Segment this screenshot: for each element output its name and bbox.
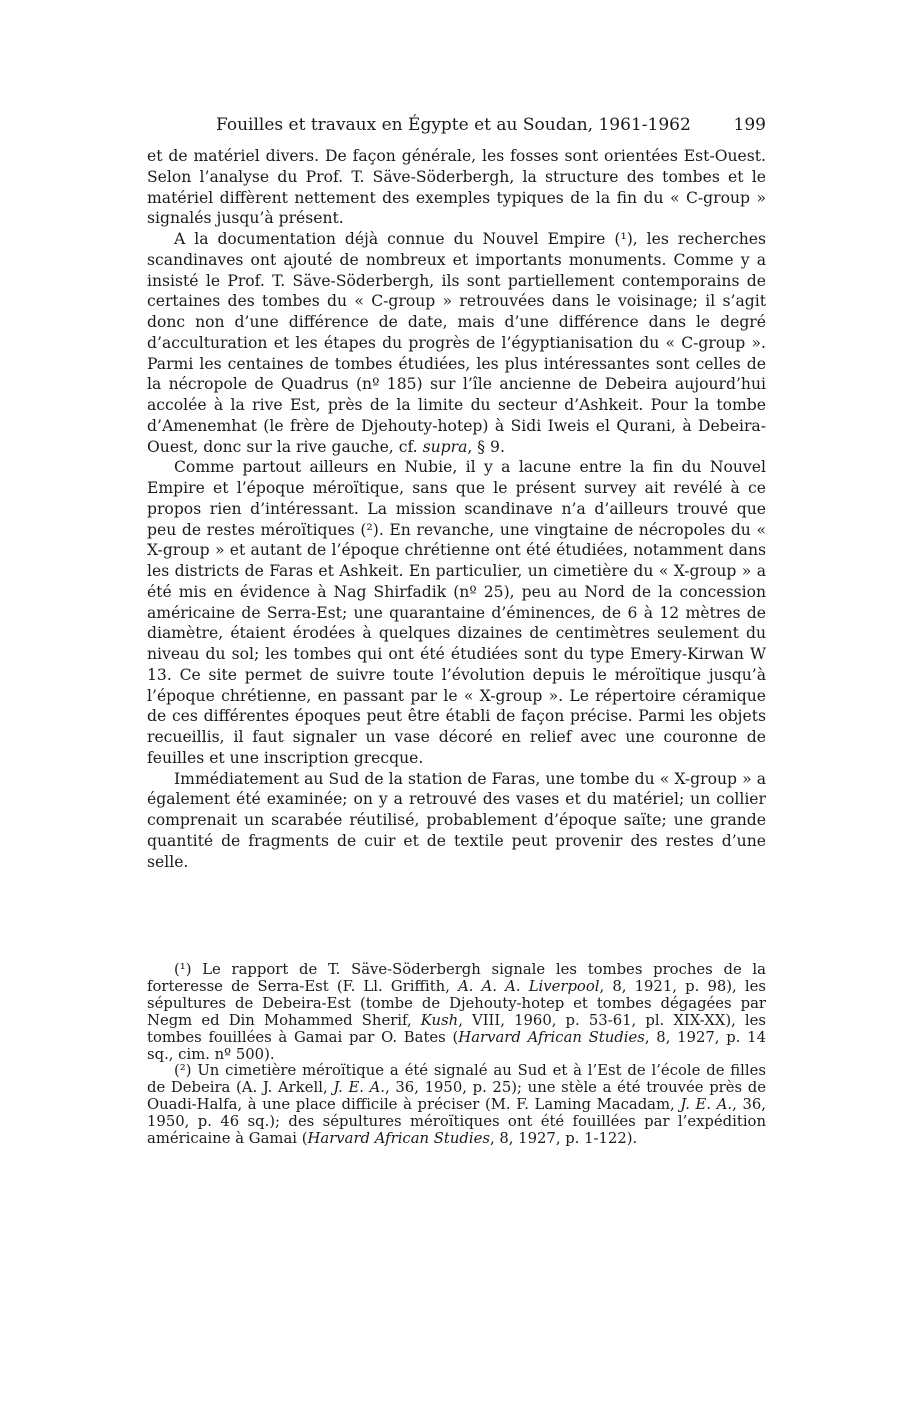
body-text xyxy=(147,146,766,872)
footnote: (²) Un cimetière méroïtique a été signalé au Sud et à l’Est de l’école de filles de Debeira (A. J. Arkell, J. E. A., 36, 1950, p. 25); une stèle a été trouvée près de Ouadi-Halfa, à une place difficile à préciser (M. F. Laming Macadam, J. E. A., 36, 1950, p. 46 sq.); des sépultures méroïtiques ont été fouillées par l’expédition américaine à Gamai (Harvard African Studies, 8, 1927, p. 1-122). xyxy=(147,1062,766,1148)
footnote: (¹) Le rapport de T. Säve-Söderbergh signale les tombes proches de la forteresse de Serra-Est (F. Ll. Griffith, A. A. A. Liverpool, 8, 1921, p. 98), les sépultures de Debeira-Est (tombe de Djehouty-hotep et tombes dégagées par Negm ed Din Mohammed Sherif, Kush, VIII, 1960, p. 53-61, pl. XIX-XX), les tombes fouillées à Gamai par O. Bates (Harvard African Studies, 8, 1927, p. 14 sq., cim. nº 500). xyxy=(147,961,767,1063)
paragraph: et de matériel divers. De façon générale, les fosses sont orientées Est-Ouest. Selon l’analyse du Prof. T. Säve-Söderbergh, la structure des tombes et le matériel diffèrent nettement des exemples typiques de la fin du « C-group » signalés jusqu’à présent. xyxy=(147,147,766,228)
running-head-title: Fouilles et travaux en Égypte et au Soudan, 1961-1962 xyxy=(216,115,691,135)
page-number: 199 xyxy=(733,115,766,135)
footnotes xyxy=(147,962,766,1148)
paragraph: Immédiatement au Sud de la station de Faras, une tombe du « X-group » a également été examinée; on y a retrouvé des vases et du matériel; un collier comprenait un scarabée réutilisé, probablement d’époque saïte; une grande quantité de fragments de cuir et de textile peut provenir des restes d’une selle. xyxy=(147,769,766,871)
paragraph: A la documentation déjà connue du Nouvel Empire (¹), les recherches scandinaves ont ajouté de nombreux et importants monuments. Comme y a insisté le Prof. T. Säve-Söderbergh, ils sont partiellement contemporains de certaines des tombes du « C-group » retrouvées dans le voisinage; il s’agit donc non d’une différence de date, mais d’une différence dans le degré d’acculturation et les étapes du progrès de l’égyptianisation du « C-group ». Parmi les centaines de tombes étudiées, les plus intéressantes sont celles de la nécropole de Quadrus (nº 185) sur l’île ancienne de Debeira aujourd’hui accolée à la rive Est, près de la limite du secteur d’Ashkeit. Pour la tombe d’Amenemhat (le frère de Djehouty-hotep) à Sidi Iweis el Qurani, à Debeira-Ouest, donc sur la rive gauche, cf. supra, § 9. xyxy=(147,230,766,456)
paragraph: Comme partout ailleurs en Nubie, il y a lacune entre la fin du Nouvel Empire et l’époque méroïtique, sans que le présent survey ait revélé à ce propos rien d’intéressant. La mission scandinave n’a d’ailleurs trouvé que peu de restes méroïtiques (²). En revanche, une vingtaine de nécropoles du « X-group » et autant de l’époque chrétienne ont été étudiées, notamment dans les districts de Faras et Ashkeit. En particulier, un cimetière du « X-group » a été mis en évidence à Nag Shirfadik (nº 25), peu au Nord de la concession américaine de Serra-Est; une quarantaine d’éminences, de 6 à 12 mètres de diamètre, étaient érodées à quelques dizaines de centimètres seulement du niveau du sol; les tombes qui ont été étudiées sont du type Emery-Kirwan W 13. Ce site permet de suivre toute l’évolution depuis le méroïtique jusqu’à l’époque chrétienne, en passant par le « X-group ». Le répertoire céramique de ces différentes époques peut être établi de façon précise. Parmi les objets recueillis, il faut signaler un vase décoré en relief avec une couronne de feuilles et une inscription grecque. xyxy=(147,458,766,767)
